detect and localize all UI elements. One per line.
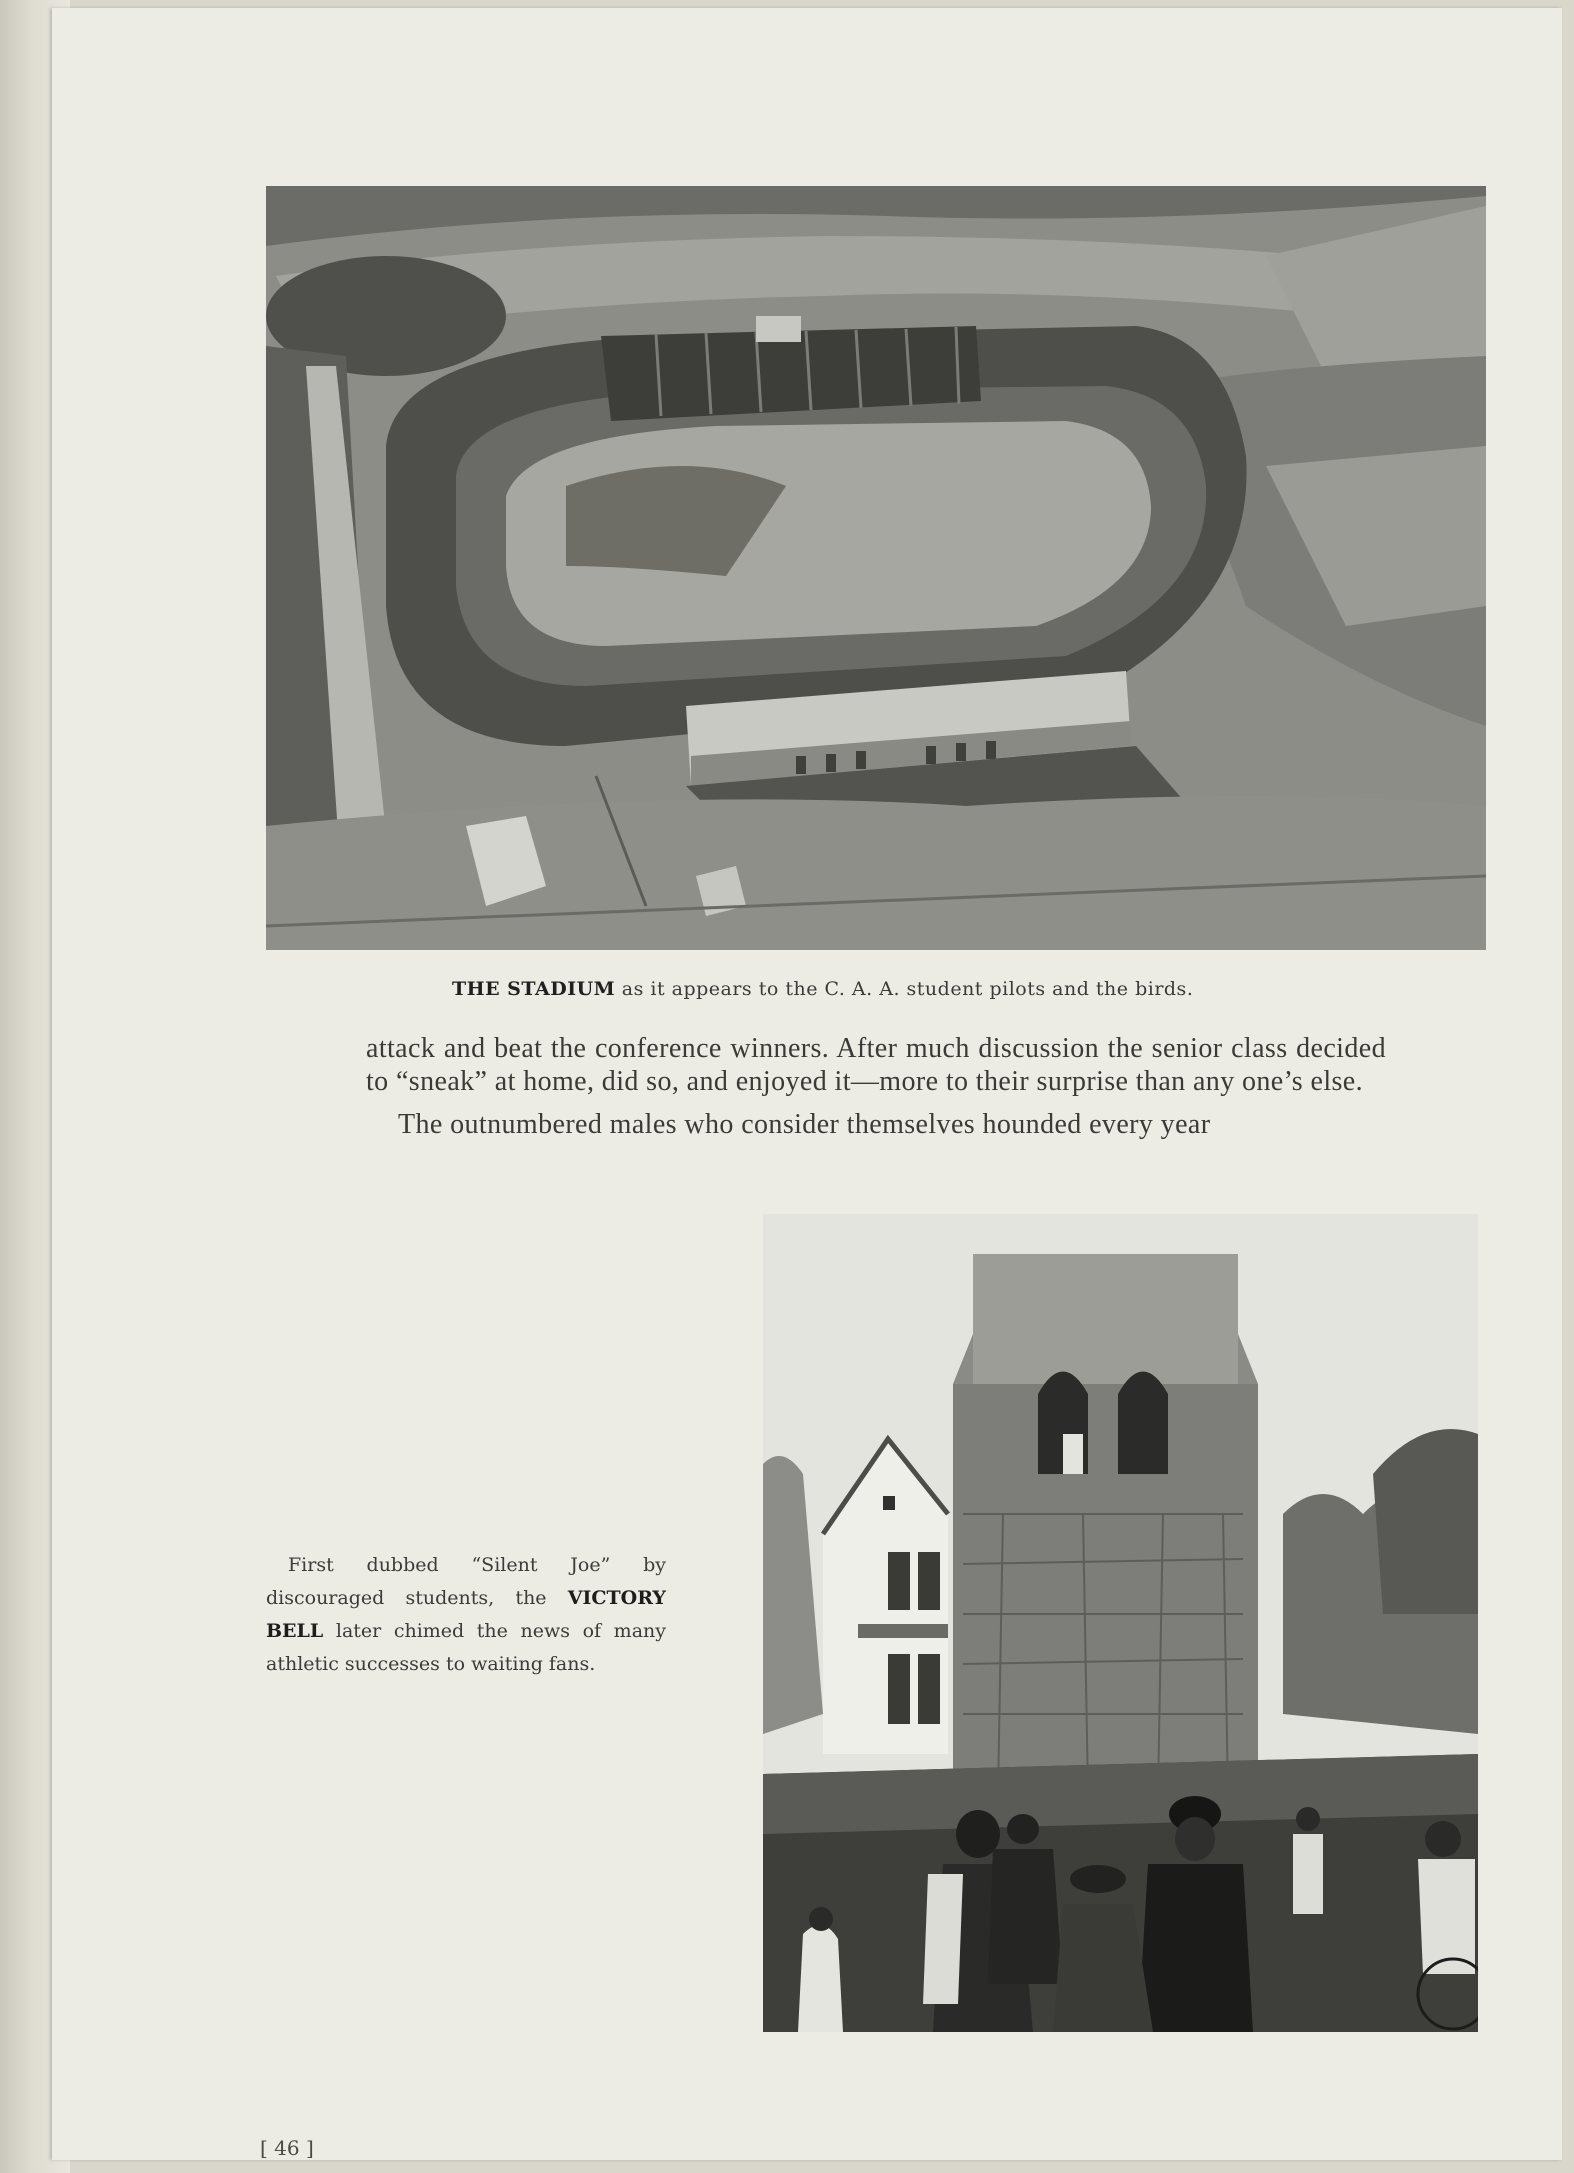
body-text [366, 1032, 1386, 1141]
bell-caption-part-1: First dubbed “Silent Joe” by discouraged students, the [266, 1554, 666, 1609]
stadium-caption-bold: THE STADIUM [452, 978, 616, 1000]
body-paragraph-1: attack and beat the conference winners. After much discussion the senior class decided to “sneak” at home, did so, and enjoyed it—more to their surprise than any one’s else. [366, 1033, 1386, 1097]
bell-caption-part-2: later chimed the news of many athletic successes to waiting fans. [266, 1620, 666, 1675]
victory-bell-photo [763, 1214, 1478, 2032]
victory-bell-caption [266, 1549, 666, 1681]
stadium-aerial-photo [266, 186, 1486, 950]
stadium-caption [452, 978, 1312, 1000]
yearbook-page [52, 8, 1562, 2160]
page-number: [ 46 ] [260, 2136, 314, 2160]
bell-caption-bold: VICTORY BELL [266, 1587, 666, 1642]
body-paragraph-2: The outnumbered males who consider themselves hounded every year [398, 1109, 1211, 1140]
stadium-caption-text: as it appears to the C. A. A. student pilots and the birds. [615, 978, 1194, 1000]
